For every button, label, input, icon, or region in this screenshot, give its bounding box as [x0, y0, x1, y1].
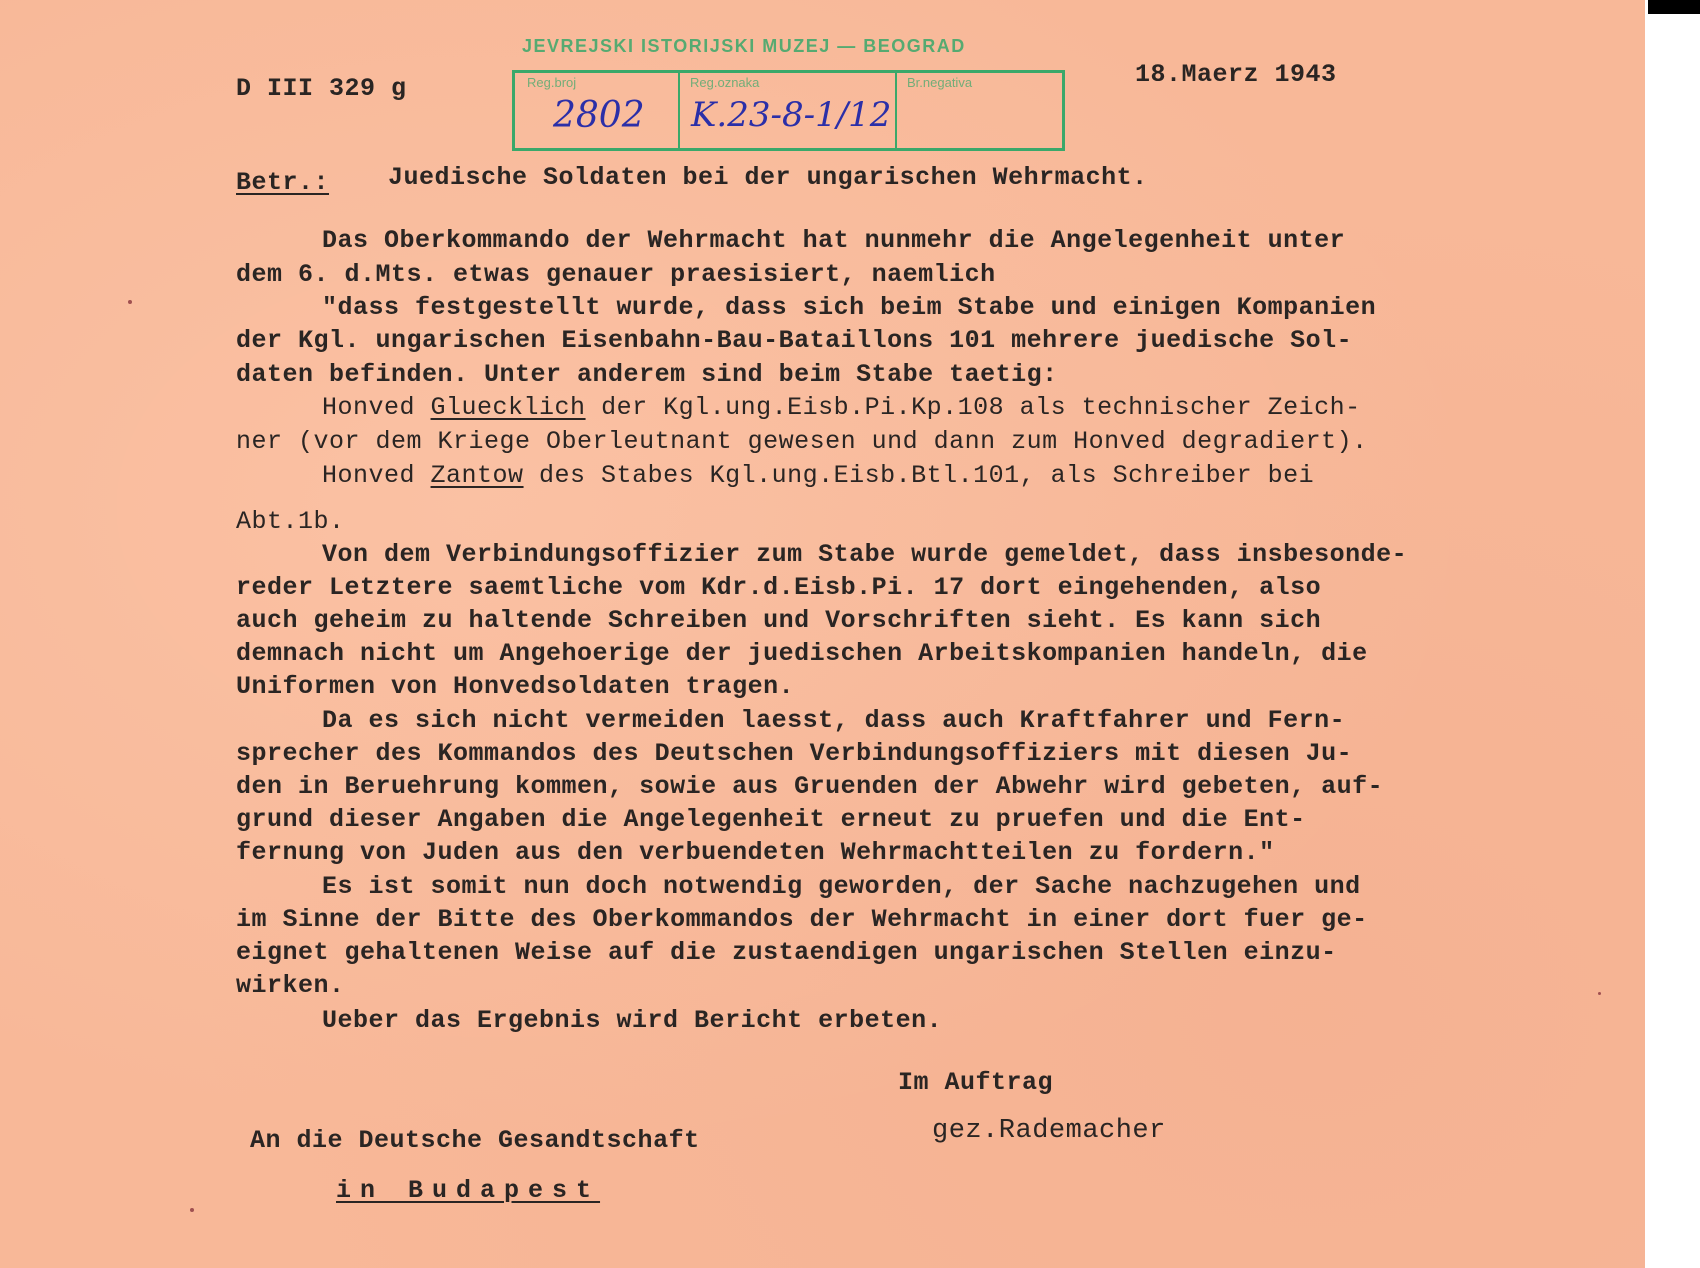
body-text: des Stabes Kgl.ung.Eisb.Btl.101, als Schreiber bei [523, 461, 1315, 490]
body-line: dem 6. d.Mts. etwas genauer praesisiert, naemlich [236, 260, 996, 289]
archive-stamp [512, 70, 1065, 151]
subject-label: Betr.: [236, 168, 330, 197]
body-line: Uniformen von Honvedsoldaten tragen. [236, 672, 795, 701]
body-text: Honved [322, 461, 431, 490]
paper-speck [128, 300, 132, 304]
body-line [322, 393, 1361, 422]
body-line: eignet gehaltenen Weise auf die zustaendigen ungarischen Stellen einzu- [236, 938, 1337, 967]
recipient-line: An die Deutsche Gesandtschaft [250, 1126, 700, 1155]
body-line: sprecher des Kommandos des Deutschen Verbindungsoffiziers mit diesen Ju- [236, 739, 1353, 768]
handwritten-reg-mark: K.23-8-1/12 [691, 95, 892, 135]
signature: gez.Rademacher [932, 1116, 1166, 1146]
handwritten-reg-number: 2802 [553, 95, 645, 136]
body-text: Honved [322, 393, 431, 422]
body-line: grund dieser Angaben die Angelegenheit erneut zu pruefen und die Ent- [236, 805, 1306, 834]
body-line: ner (vor dem Kriege Oberleutnant gewesen und dann zum Honved degradiert). [236, 427, 1368, 456]
underlined-name-gluecklich: Gluecklich [430, 393, 586, 422]
paper-speck [190, 1208, 194, 1212]
body-line: "dass festgestellt wurde, dass sich beim Stabe und einigen Kompanien [322, 293, 1377, 322]
body-line: wirken. [236, 971, 345, 1000]
paper-speck [1598, 992, 1601, 995]
stamp-label: Reg.broj [527, 75, 577, 90]
body-line: Es ist somit nun doch notwendig geworden, der Sache nachzugehen und [322, 872, 1361, 901]
body-line: daten befinden. Unter anderem sind beim Stabe taetig: [236, 360, 1058, 389]
body-line: auch geheim zu haltende Schreiben und Vorschriften sieht. Es kann sich [236, 606, 1322, 635]
body-line: demnach nicht um Angehoerige der juedischen Arbeitskompanien handeln, die [236, 639, 1368, 668]
subject-text: Juedische Soldaten bei der ungarischen Wehrmacht. [388, 163, 1148, 192]
stamp-label: Reg.oznaka [690, 75, 760, 90]
body-text: der Kgl.ung.Eisb.Pi.Kp.108 als technischer Zeich- [585, 393, 1361, 422]
document-date: 18.Maerz 1943 [1135, 60, 1337, 89]
scan-edge-bar [1648, 0, 1700, 14]
body-line: Von dem Verbindungsoffizier zum Stabe wurde gemeldet, dass insbesonde- [322, 540, 1408, 569]
body-line: im Sinne der Bitte des Oberkommandos der Wehrmacht in einer dort fuer ge- [236, 905, 1368, 934]
body-line: Abt.1b. [236, 507, 345, 536]
underlined-name-zantow: Zantow [430, 461, 524, 490]
archive-stamp-header: JEVREJSKI ISTORIJSKI MUZEJ — BEOGRAD [522, 36, 966, 56]
body-line: der Kgl. ungarischen Eisenbahn-Bau-Bataillons 101 mehrere juedische Sol- [236, 326, 1353, 355]
body-line: Ueber das Ergebnis wird Bericht erbeten. [322, 1006, 943, 1035]
body-line: Da es sich nicht vermeiden laesst, dass auch Kraftfahrer und Fern- [322, 706, 1346, 735]
body-line: Das Oberkommando der Wehrmacht hat nunmehr die Angelegenheit unter [322, 226, 1346, 255]
body-line [322, 461, 1314, 490]
body-line: reder Letztere saemtliche vom Kdr.d.Eisb.Pi. 17 dort eingehenden, also [236, 573, 1322, 602]
body-line: fernung von Juden aus den verbuendeten Wehrmachtteilen zu fordern." [236, 838, 1275, 867]
reference-number: D III 329 g [236, 74, 407, 103]
stamp-label: Br.negativa [907, 75, 973, 90]
recipient-city: in Budapest [336, 1176, 601, 1205]
body-line: den in Beruehrung kommen, sowie aus Gruenden der Abwehr wird gebeten, auf- [236, 772, 1384, 801]
im-auftrag: Im Auftrag [898, 1068, 1054, 1097]
